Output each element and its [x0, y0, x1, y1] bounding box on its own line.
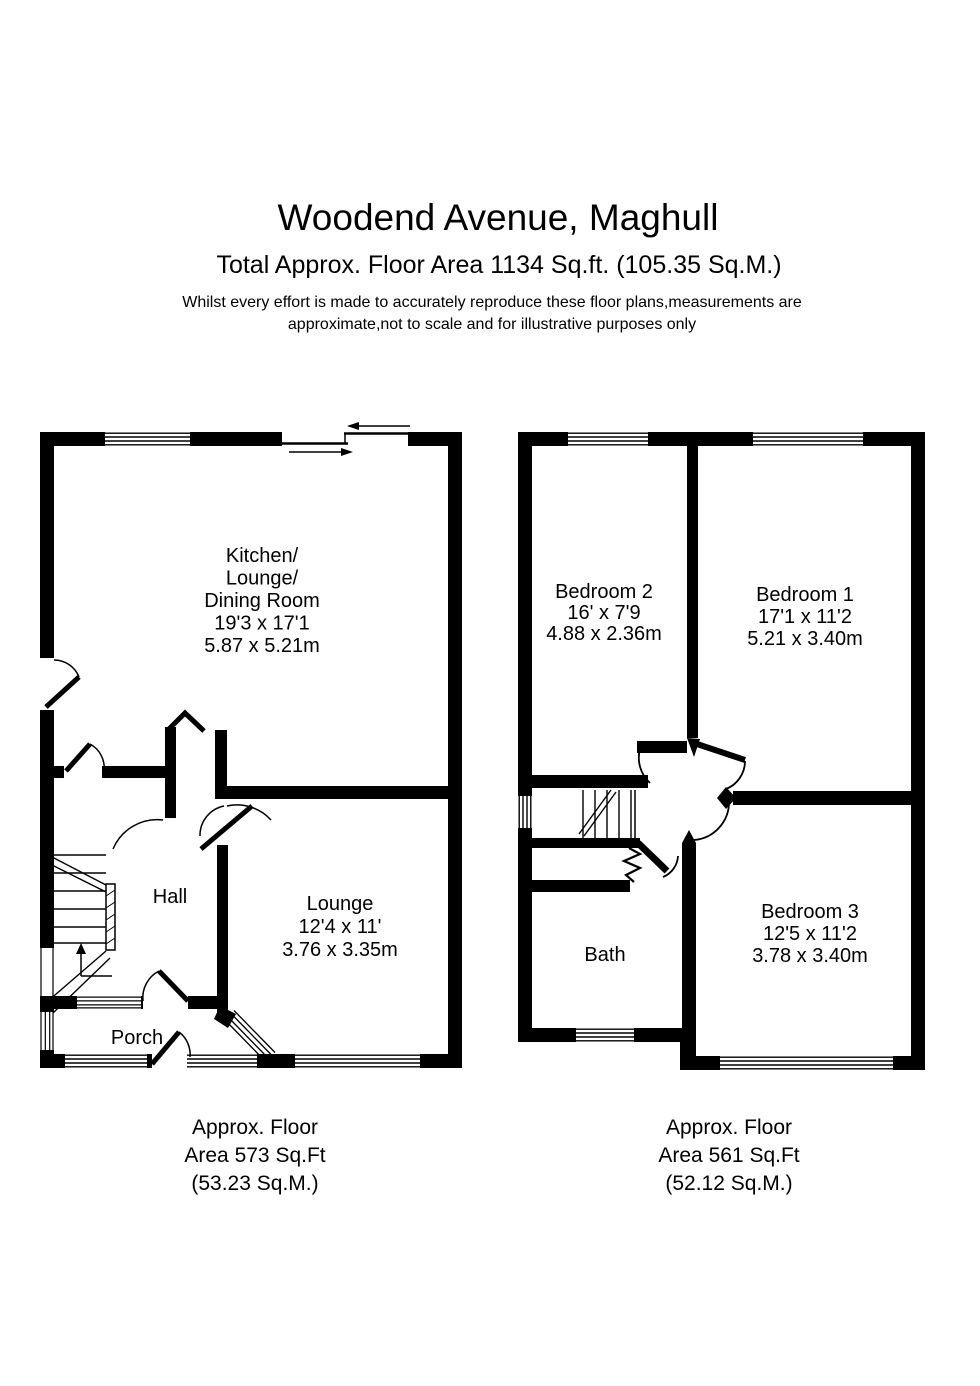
first-floor-area-label	[658, 1116, 799, 1195]
gf-area-line-1: Approx. Floor	[191, 1116, 319, 1139]
gf-area-line-3: (53.23 Sq.M.)	[191, 1172, 319, 1195]
ground-floor-area-label	[184, 1116, 325, 1195]
bedroom1-door-leaf	[697, 744, 745, 760]
first-floor-stairs	[579, 790, 635, 838]
lounge-dims-m: 3.76 x 3.35m	[282, 939, 398, 961]
bedroom2-dims-ft: 16' x 7'9	[567, 602, 641, 624]
bath-window	[576, 1028, 634, 1042]
bedroom1-label: Bedroom 1	[756, 584, 854, 606]
first-floor-plan	[518, 432, 925, 1070]
ff-area-line-1: Approx. Floor	[665, 1116, 793, 1139]
kitchen-hall-divider	[47, 727, 462, 818]
ground-floor-labels	[111, 545, 398, 1195]
sliding-door	[282, 422, 410, 456]
kitchen-label-line-1: Kitchen/	[225, 545, 299, 567]
cupboard-folding-door	[624, 848, 640, 882]
bedroom3-window	[720, 1056, 893, 1070]
lounge-left-wall	[217, 845, 228, 1013]
bedroom2-window	[568, 432, 648, 446]
ground-floor-exterior-walls	[40, 432, 462, 1068]
ff-area-line-2: Area 561 Sq.Ft	[658, 1144, 800, 1167]
room-label-bedroom3	[752, 901, 868, 967]
ff-area-line-3: (52.12 Sq.M.)	[665, 1172, 793, 1195]
room-label-bedroom1	[747, 584, 863, 650]
room-label-lounge	[282, 893, 398, 961]
kitchen-hall-door	[66, 744, 104, 771]
bedroom1-dims-m: 5.21 x 3.40m	[747, 628, 863, 650]
bedroom3-dims-m: 3.78 x 3.40m	[752, 945, 868, 967]
lounge-bottom-window-2	[295, 1054, 420, 1068]
slide-left-arrow	[347, 422, 410, 430]
bedroom2-dims-m: 4.88 x 2.36m	[546, 623, 662, 645]
room-label-bath: Bath	[584, 944, 626, 966]
kitchen-window	[105, 432, 190, 446]
disclaimer-line-1: Whilst every effort is made to accurately reproduce these floor plans,measurements are	[182, 294, 802, 311]
lounge-dims-ft: 12'4 x 11'	[298, 916, 382, 938]
kitchen-label-line-3: Dining Room	[204, 590, 320, 612]
slide-right-arrow	[289, 448, 353, 456]
understairs-door-arc	[113, 820, 163, 849]
porch-corner-window	[214, 1006, 275, 1062]
hall-open-door-chevron	[167, 713, 204, 731]
kitchen-dims-ft: 19'3 x 17'1	[214, 612, 310, 635]
total-area-subtitle: Total Approx. Floor Area 1134 Sq.ft. (105.35 Sq.M.)	[216, 251, 782, 279]
header	[182, 197, 802, 333]
landing-window	[518, 796, 532, 828]
ground-floor-stairs	[48, 855, 115, 1013]
bedroom1-window	[753, 432, 863, 446]
kitchen-label-line-2: Lounge/	[225, 567, 299, 590]
lounge-label: Lounge	[306, 893, 374, 915]
page-title: Woodend Avenue, Maghull	[277, 197, 719, 238]
hall-porch-door	[143, 971, 188, 1001]
kitchen-dims-m: 5.87 x 5.21m	[204, 635, 320, 657]
bedroom2-label: Bedroom 2	[555, 581, 653, 603]
porch-bottom-window	[65, 1054, 147, 1068]
bedroom3-label: Bedroom 3	[761, 901, 859, 923]
bedroom3-door-arc	[694, 802, 729, 840]
room-label-porch: Porch	[110, 1027, 164, 1049]
porch-side-window	[40, 1012, 54, 1050]
disclaimer-line-2: approximate,not to scale and for illustrative purposes only	[287, 316, 697, 333]
room-label-hall: Hall	[152, 886, 188, 908]
kitchen-side-door	[40, 658, 79, 710]
bedroom1-dims-ft: 17'1 x 11'2	[757, 606, 853, 628]
ground-floor-plan	[40, 422, 462, 1068]
room-label-bedroom2	[546, 581, 662, 645]
hall-lounge-door	[200, 805, 271, 849]
bedroom1-door-arc	[726, 761, 745, 789]
room-label-kitchen-lounge-dining	[204, 545, 320, 657]
bedroom3-dims-ft: 12'5 x 11'2	[762, 923, 858, 945]
gf-area-line-2: Area 573 Sq.Ft	[184, 1144, 326, 1167]
lounge-bottom-window-1	[187, 1054, 257, 1068]
cupboard-angled-wall	[638, 843, 667, 871]
stair-window	[40, 948, 54, 1002]
